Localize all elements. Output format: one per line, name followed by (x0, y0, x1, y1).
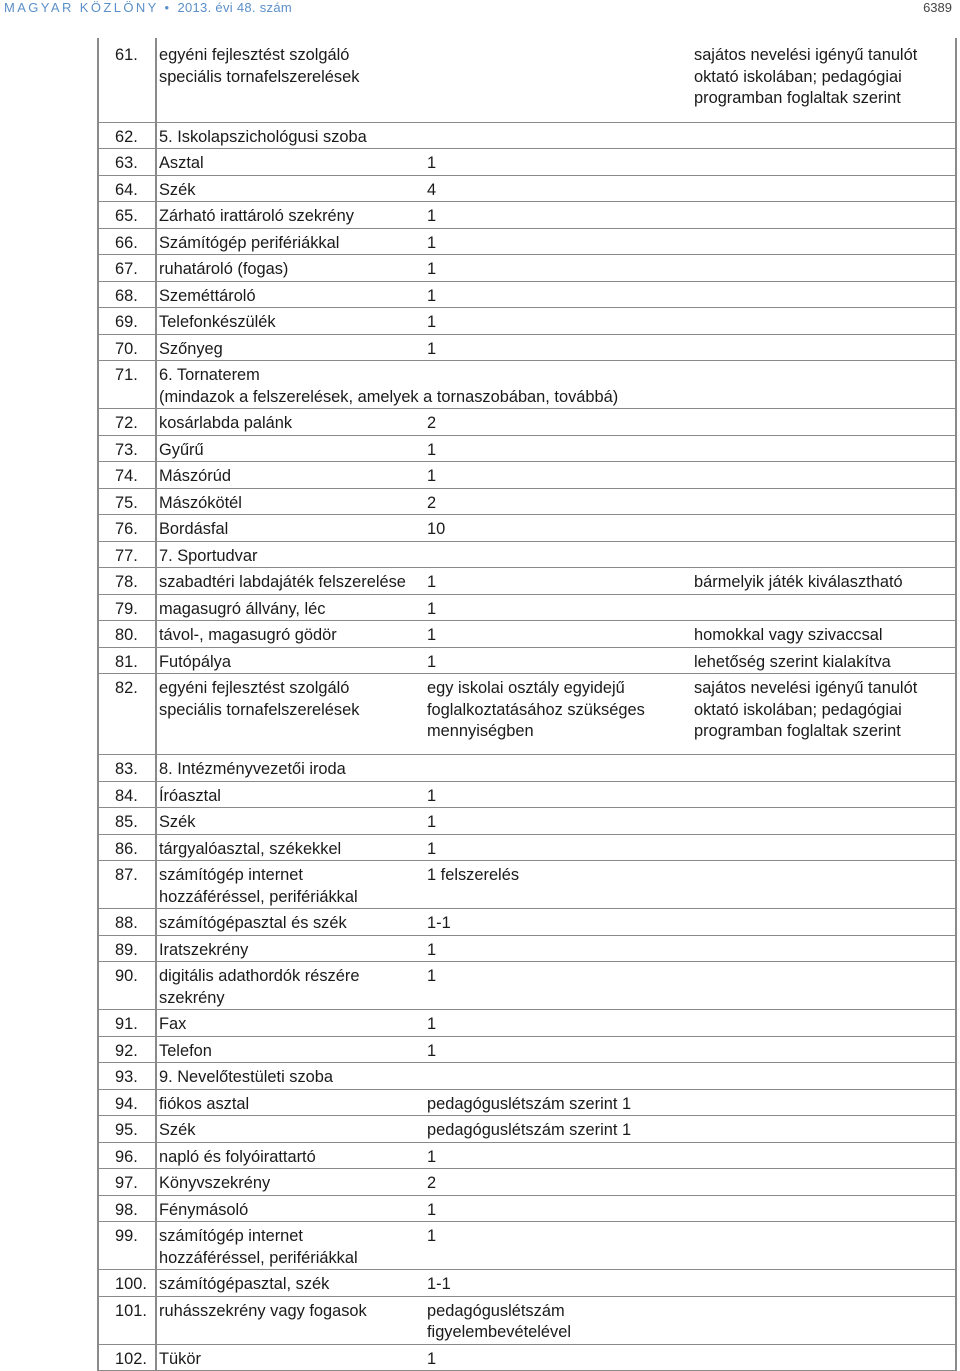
item-name: ruhásszekrény vagy fogasok (155, 1296, 417, 1344)
table-left-border (97, 38, 99, 1371)
item-quantity: 1 (417, 568, 688, 595)
table-row (97, 334, 957, 361)
row-number: 95. (97, 1116, 155, 1143)
item-note (688, 515, 957, 542)
table-row (97, 674, 957, 755)
table-row (97, 308, 957, 335)
page-header (0, 0, 960, 20)
item-name: tárgyalóasztal, székekkel (155, 834, 417, 861)
item-quantity: 1 (417, 228, 688, 255)
item-note (688, 962, 957, 1010)
item-quantity: 1 (417, 935, 688, 962)
item-note (688, 255, 957, 282)
item-note: sajátos nevelési igényű tanulót oktató iskolában; pedagógiai programban foglaltak szerint (688, 674, 957, 755)
row-number: 97. (97, 1169, 155, 1196)
item-name: Futópálya (155, 647, 417, 674)
section-title: 7. Sportudvar (155, 541, 957, 568)
item-note (688, 909, 957, 936)
row-number: 70. (97, 334, 155, 361)
table-row (97, 1116, 957, 1143)
table-row (97, 281, 957, 308)
item-quantity: 1 (417, 647, 688, 674)
item-name: Mászókötél (155, 488, 417, 515)
table-row (97, 409, 957, 436)
table-row (97, 1169, 957, 1196)
row-number: 80. (97, 621, 155, 648)
item-quantity: pedagóguslétszám szerint 1 (417, 1116, 688, 1143)
item-name: Fax (155, 1010, 417, 1037)
item-note (688, 1270, 957, 1297)
item-name: digitális adathordók részére szekrény (155, 962, 417, 1010)
table-row (97, 1036, 957, 1063)
table-row (97, 935, 957, 962)
row-number: 101. (97, 1296, 155, 1344)
item-note: homokkal vagy szivaccsal (688, 621, 957, 648)
row-number: 81. (97, 647, 155, 674)
item-name: számítógép internet hozzáféréssel, perifériákkal (155, 861, 417, 909)
table-right-border (955, 38, 957, 1371)
item-quantity: 1 (417, 1142, 688, 1169)
section-row (97, 755, 957, 782)
item-name: Íróasztal (155, 781, 417, 808)
row-number: 94. (97, 1089, 155, 1116)
journal-title: MAGYAR KÖZLÖNY (4, 0, 159, 15)
section-row (97, 1063, 957, 1090)
item-note (688, 488, 957, 515)
table-row (97, 1142, 957, 1169)
item-note (688, 1089, 957, 1116)
table-row (97, 1010, 957, 1037)
item-quantity: 4 (417, 175, 688, 202)
item-name: számítógép internet hozzáféréssel, perifériákkal (155, 1222, 417, 1270)
table-row (97, 781, 957, 808)
item-note (688, 861, 957, 909)
item-note (688, 781, 957, 808)
row-number: 66. (97, 228, 155, 255)
item-name: egyéni fejlesztést szolgáló speciális tornafelszerelések (155, 41, 417, 122)
item-name: távol-, magasugró gödör (155, 621, 417, 648)
row-number: 64. (97, 175, 155, 202)
page-number: 6389 (923, 0, 952, 15)
row-number: 78. (97, 568, 155, 595)
row-number: 87. (97, 861, 155, 909)
section-row (97, 122, 957, 149)
item-name: Gyűrű (155, 435, 417, 462)
equipment-table-body (97, 41, 957, 1371)
item-quantity: 1 (417, 202, 688, 229)
item-quantity: 1 (417, 255, 688, 282)
item-note (688, 808, 957, 835)
item-quantity: 1 (417, 435, 688, 462)
row-number: 71. (97, 361, 155, 409)
table-row (97, 1089, 957, 1116)
equipment-table (97, 41, 957, 1371)
table-row (97, 834, 957, 861)
item-note (688, 1116, 957, 1143)
row-number: 72. (97, 409, 155, 436)
row-number: 62. (97, 122, 155, 149)
row-number: 65. (97, 202, 155, 229)
item-name: Iratszekrény (155, 935, 417, 962)
item-name: fiókos asztal (155, 1089, 417, 1116)
table-row (97, 149, 957, 176)
item-note (688, 1010, 957, 1037)
item-name: Szék (155, 808, 417, 835)
item-quantity: 2 (417, 488, 688, 515)
item-name: Szeméttároló (155, 281, 417, 308)
table-row (97, 41, 957, 122)
item-quantity: 1 (417, 1195, 688, 1222)
item-name: számítógépasztal és szék (155, 909, 417, 936)
item-quantity: 2 (417, 1169, 688, 1196)
item-quantity: egy iskolai osztály egyidejű foglalkoztatásához szükséges mennyiségben (417, 674, 688, 755)
section-title: 8. Intézményvezetői iroda (155, 755, 957, 782)
item-note (688, 1222, 957, 1270)
row-number: 69. (97, 308, 155, 335)
row-number: 63. (97, 149, 155, 176)
table-row (97, 594, 957, 621)
item-quantity: 1-1 (417, 909, 688, 936)
item-name: Szék (155, 1116, 417, 1143)
section-title: 6. Tornaterem (mindazok a felszerelések, amelyek a tornaszobában, továbbá) (155, 361, 957, 409)
item-name: Könyvszekrény (155, 1169, 417, 1196)
item-note (688, 1169, 957, 1196)
item-name: Asztal (155, 149, 417, 176)
item-note (688, 334, 957, 361)
row-number: 67. (97, 255, 155, 282)
item-note: bármelyik játék kiválasztható (688, 568, 957, 595)
item-name: Telefonkészülék (155, 308, 417, 335)
number-column-divider (155, 38, 157, 1371)
item-name: Zárható irattároló szekrény (155, 202, 417, 229)
item-note (688, 281, 957, 308)
item-note (688, 1142, 957, 1169)
item-note: sajátos nevelési igényű tanulót oktató iskolában; pedagógiai programban foglaltak szerint (688, 41, 957, 122)
item-name: Telefon (155, 1036, 417, 1063)
table-row (97, 175, 957, 202)
item-quantity: 1 (417, 1344, 688, 1371)
equipment-table-wrapper (97, 41, 957, 1371)
table-row (97, 228, 957, 255)
item-quantity: 1 (417, 462, 688, 489)
item-quantity: 1 (417, 834, 688, 861)
row-number: 99. (97, 1222, 155, 1270)
item-quantity: 1 (417, 621, 688, 648)
table-row (97, 1344, 957, 1371)
item-quantity: 1 (417, 594, 688, 621)
section-title: 5. Iskolapszichológusi szoba (155, 122, 957, 149)
table-row (97, 462, 957, 489)
item-quantity: 1 (417, 149, 688, 176)
row-number: 61. (97, 41, 155, 122)
row-number: 75. (97, 488, 155, 515)
item-quantity: 1 felszerelés (417, 861, 688, 909)
item-quantity: 1 (417, 808, 688, 835)
table-row (97, 1270, 957, 1297)
item-quantity: 1-1 (417, 1270, 688, 1297)
row-number: 76. (97, 515, 155, 542)
table-row (97, 515, 957, 542)
row-number: 86. (97, 834, 155, 861)
item-note (688, 435, 957, 462)
section-row (97, 541, 957, 568)
item-name: kosárlabda palánk (155, 409, 417, 436)
row-number: 100. (97, 1270, 155, 1297)
item-name: Mászórúd (155, 462, 417, 489)
item-note (688, 935, 957, 962)
item-name: Szőnyeg (155, 334, 417, 361)
item-quantity (417, 41, 688, 122)
table-row (97, 1222, 957, 1270)
item-quantity: pedagóguslétszám figyelembevételével (417, 1296, 688, 1344)
row-number: 96. (97, 1142, 155, 1169)
item-note (688, 1344, 957, 1371)
item-note (688, 834, 957, 861)
item-note (688, 308, 957, 335)
row-number: 84. (97, 781, 155, 808)
item-quantity: 1 (417, 334, 688, 361)
row-number: 90. (97, 962, 155, 1010)
item-note (688, 228, 957, 255)
table-row (97, 568, 957, 595)
table-row (97, 255, 957, 282)
item-name: Fénymásoló (155, 1195, 417, 1222)
item-note (688, 149, 957, 176)
row-number: 77. (97, 541, 155, 568)
table-row (97, 1195, 957, 1222)
section-row (97, 361, 957, 409)
table-row (97, 1296, 957, 1344)
item-quantity: 1 (417, 308, 688, 335)
table-row (97, 909, 957, 936)
row-number: 98. (97, 1195, 155, 1222)
row-number: 73. (97, 435, 155, 462)
row-number: 68. (97, 281, 155, 308)
journal-header (4, 0, 292, 15)
table-row (97, 202, 957, 229)
item-note (688, 1296, 957, 1344)
item-note: lehetőség szerint kialakítva (688, 647, 957, 674)
issue-label: 2013. évi 48. szám (177, 0, 292, 15)
row-number: 74. (97, 462, 155, 489)
row-number: 91. (97, 1010, 155, 1037)
item-quantity: 1 (417, 281, 688, 308)
item-quantity: 1 (417, 1036, 688, 1063)
item-note (688, 175, 957, 202)
row-number: 79. (97, 594, 155, 621)
table-row (97, 488, 957, 515)
item-quantity: pedagóguslétszám szerint 1 (417, 1089, 688, 1116)
item-name: egyéni fejlesztést szolgáló speciális tornafelszerelések (155, 674, 417, 755)
table-row (97, 808, 957, 835)
row-number: 83. (97, 755, 155, 782)
row-number: 92. (97, 1036, 155, 1063)
item-quantity: 1 (417, 962, 688, 1010)
section-title: 9. Nevelőtestületi szoba (155, 1063, 957, 1090)
item-note (688, 202, 957, 229)
item-name: magasugró állvány, léc (155, 594, 417, 621)
table-row (97, 647, 957, 674)
table-row (97, 962, 957, 1010)
item-name: számítógépasztal, szék (155, 1270, 417, 1297)
item-name: Számítógép perifériákkal (155, 228, 417, 255)
item-note (688, 594, 957, 621)
item-name: ruhatároló (fogas) (155, 255, 417, 282)
item-quantity: 1 (417, 1222, 688, 1270)
row-number: 89. (97, 935, 155, 962)
item-name: szabadtéri labdajáték felszerelése (155, 568, 417, 595)
item-note (688, 409, 957, 436)
table-row (97, 621, 957, 648)
row-number: 85. (97, 808, 155, 835)
table-row (97, 435, 957, 462)
item-quantity: 1 (417, 781, 688, 808)
item-quantity: 2 (417, 409, 688, 436)
table-row (97, 861, 957, 909)
item-name: Szék (155, 175, 417, 202)
item-note (688, 1036, 957, 1063)
item-name: napló és folyóirattartó (155, 1142, 417, 1169)
item-note (688, 1195, 957, 1222)
item-quantity: 1 (417, 1010, 688, 1037)
row-number: 88. (97, 909, 155, 936)
item-name: Bordásfal (155, 515, 417, 542)
row-number: 82. (97, 674, 155, 755)
item-note (688, 462, 957, 489)
item-quantity: 10 (417, 515, 688, 542)
item-name: Tükör (155, 1344, 417, 1371)
row-number: 93. (97, 1063, 155, 1090)
row-number: 102. (97, 1344, 155, 1371)
bullet-separator: • (164, 0, 178, 15)
